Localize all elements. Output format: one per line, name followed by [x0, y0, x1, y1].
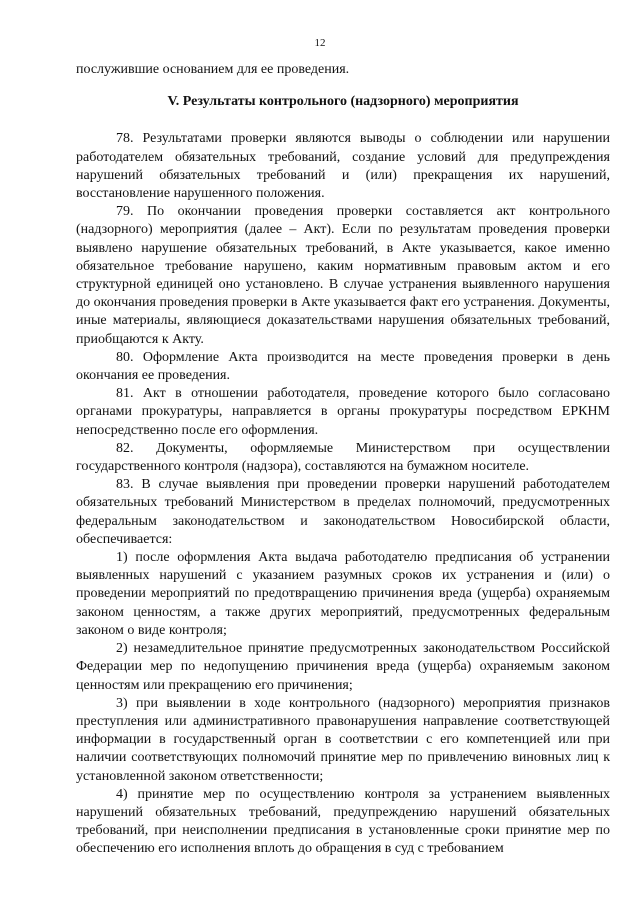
paragraph-79: 79. По окончании проведения проверки составляется акт контрольного (надзорного) мероприятия (далее – Акт). Если по результатам проведения проверки выявлено нарушение обязательных требований, в Акте указывается, какое именно обязательное требование нарушено, каким нормативным правовым актом и его структурной единицей оно установлено. В случае устранения выявленного нарушения до окончания проведения проверки в Акте указывается факт его устранения. Документы, иные материалы, являющиеся доказательствами нарушения обязательных требований, приобщаются к Акту.	[76, 204, 610, 347]
paragraph-82: 82. Документы, оформляемые Министерством при осуществлении государственного контроля (надзора), составляются на бумажном носителе.	[76, 440, 610, 475]
paragraph-81: 81. Акт в отношении работодателя, проведение которого было согласовано органами прокуратуры, направляется в органы прокуратуры посредством ЕРКНМ непосредственно после его оформления.	[76, 386, 610, 438]
list-item-3: 3) при выявлении в ходе контрольного (надзорного) мероприятия признаков преступления или административного правонарушения направление соответствующей информации в государственный орган в соответствии с его компетенцией или при наличии соответствующих полномочий принятие мер по привлечению виновных лиц к установленной законом ответственности;	[76, 695, 610, 784]
list-item-1: 1) после оформления Акта выдача работодателю предписания об устранении выявленных нарушений с указанием разумных сроков их устранения и (или) о проведении мероприятий по предотвращению причинения вреда (ущерба) охраняемым законом ценностям, а также других мероприятий, предусмотренных федеральным законом о виде контроля;	[76, 550, 610, 638]
paragraph-83: 83. В случае выявления при проведении проверки нарушений работодателем обязательных требований Министерством в пределах полномочий, предусмотренных федеральным законодательством и законодательством Новосибирской области, обеспечивается:	[76, 477, 610, 547]
document-body	[76, 61, 610, 859]
paragraph-78: 78. Результатами проверки являются выводы о соблюдении или нарушении работодателем обязательных требований, создание условий для предупреждения нарушений обязательных требований и (или) прекращения их нарушений, восстановление нарушенного положения.	[76, 131, 610, 202]
list-item-4: 4) принятие мер по осуществлению контроля за устранением выявленных нарушений обязательных требований, предупреждению нарушений обязательных требований, при неисполнении предписания в установленные сроки принятие мер по обеспечению его исполнения вплоть до обращения в суд с требованием	[76, 786, 610, 857]
continuation-line: послужившие основанием для ее проведения.	[76, 62, 350, 77]
section-heading: V. Результаты контрольного (надзорного) мероприятия	[167, 94, 519, 110]
paragraph-80: 80. Оформление Акта производится на месте проведения проверки в день окончания ее проведения.	[76, 349, 610, 384]
page-number: 12	[314, 37, 326, 49]
list-item-2: 2) незамедлительное принятие предусмотренных законодательством Российской Федерации мер по недопущению причинения вреда (ущерба) охраняемым законом ценностям или прекращению его причинения;	[76, 641, 610, 693]
